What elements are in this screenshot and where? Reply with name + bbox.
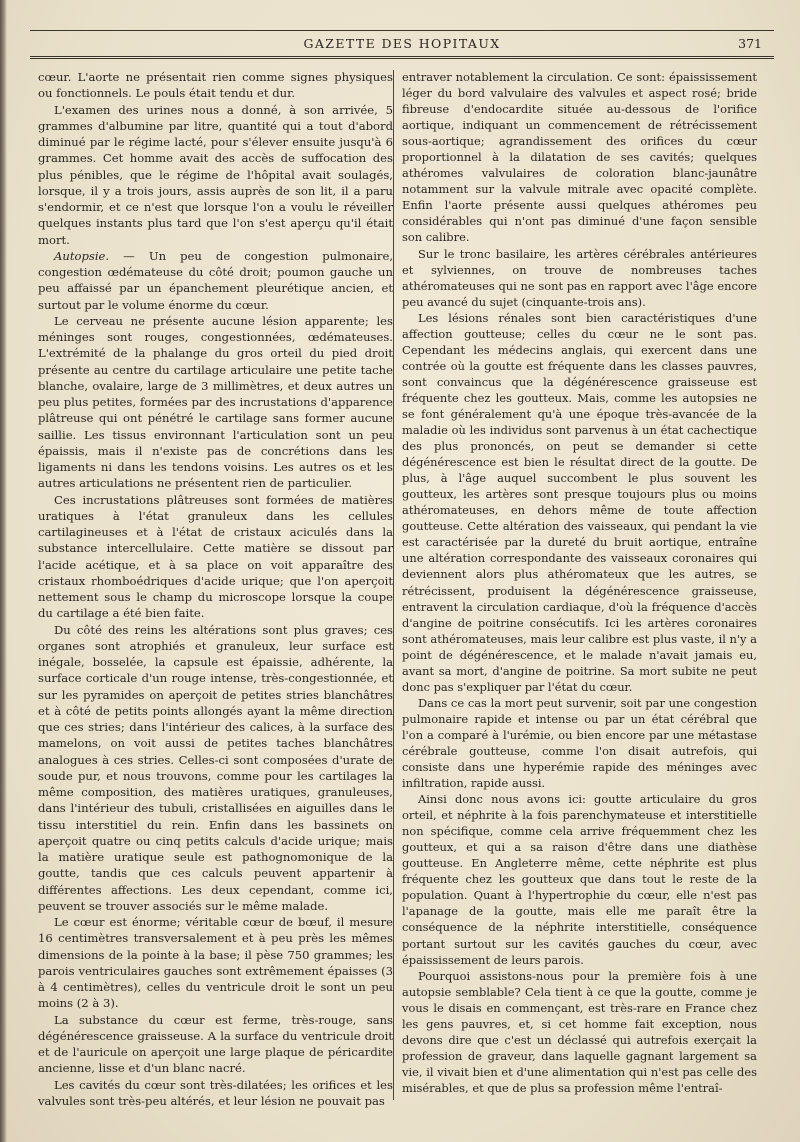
column-divider	[393, 70, 394, 1100]
paragraph: Ainsi donc nous avons ici: goutte articulaire du gros orteil, et néphrite à la fois parenchymateuse et interstitielle non spécifique, comme cela arrive fréquemment chez les goutteux, et qui a sa raison d'être dans une diathèse goutteuse. En Angleterre même, cette néphrite est plus fréquente chez les goutteux que dans tout le reste de la population. Quant à l'hypertrophie du cœur, elle n'est pas l'apanage de la goutte, mais elle me paraît être la conséquence de la néphrite interstitielle, conséquence portant surtout sur les cavités gauches du cœur, avec épaississement de leurs parois.	[402, 792, 757, 967]
binding-shadow	[0, 0, 7, 1142]
paragraph: Sur le tronc basilaire, les artères cérébrales antérieures et sylviennes, on trouve de nombreuses taches athéromateuses qui ne sont pas en rapport avec l'âge encore peu avancé du sujet (cinquante-trois ans).	[402, 246, 757, 309]
paragraph: L'examen des urines nous a donné, à son arrivée, 5 grammes d'albumine par litre, quantité qui a tout d'abord diminué par le régime lacté, pour s'élever ensuite jusqu'à 6 grammes. Cet homme avait des accès de suffocation des plus pénibles, que le régime de l'hôpital avait soulagés, lorsque, il y a trois jours, assis auprès de son lit, il a paru s'endormir, et ce n'est que lorsque l'on a voulu le réveiller quelques instants plus tard que l'on s'est aperçu qu'il était mort.	[38, 102, 393, 247]
running-title: GAZETTE DES HOPITAUX	[303, 36, 501, 51]
autopsie-label: Autopsie. —	[54, 248, 135, 263]
paragraph-autopsie	[38, 248, 393, 313]
header-rule-top	[30, 30, 774, 31]
paragraph: Les cavités du cœur sont très-dilatées; les orifices et les valvules sont très-peu altérés, et leur lésion ne pouvait pas	[38, 1077, 393, 1108]
paragraph: cœur. L'aorte ne présentait rien comme signes physiques ou fonctionnels. Le pouls était tendu et dur.	[38, 70, 393, 101]
header-rule-bottom	[30, 56, 774, 59]
paragraph: Dans ce cas la mort peut survenir, soit par une congestion pulmonaire rapide et intense ou par un état cérébral que l'on a comparé à l'urémie, ou bien encore par une métastase cérébrale goutteuse, comme l'on disait autrefois, qui consiste dans une hyperémie rapide des méninges avec infiltration, rapide aussi.	[402, 695, 757, 791]
paragraph: Du côté des reins les altérations sont plus graves; ces organes sont atrophiés et granuleux, leur surface est inégale, bosselée, la capsule est épaissie, adhérente, la surface corticale d'un rouge intense, très-congestionnée, et sur les pyramides on aperçoit de petites stries blanchâtres et à côté de petits points allongés ayant la même direction que ces stries; dans l'intérieur des calices, à la surface des mamelons, on voit aussi de petites taches blanchâtres analogues à ces stries. Celles-ci sont composées d'urate de soude pur, et nous trouvons, comme pour les cartilages la même composition, des matières uratiques, granuleuses, dans l'intérieur des tubuli, cristallisées en aiguilles dans le tissu interstitiel du rein. Enfin dans les bassinets on aperçoit quatre ou cinq petits calculs d'acide urique; mais la matière uratique seule est pathognomonique de la goutte, tandis que ces calculs peuvent appartenir à différentes affections. Les deux cependant, comme ici, peuvent se trouver associés sur le même malade.	[38, 622, 393, 913]
page-number: 371	[738, 36, 762, 51]
paragraph: Les lésions rénales sont bien caractéristiques d'une affection goutteuse; celles du cœur ne le sont pas. Cependant les médecins anglais, qui exercent dans une contrée où la goutte est fréquente dans les classes pauvres, sont convaincus que la dégénérescence graisseuse est fréquente chez les goutteux. Mais, comme les autopsies ne se font généralement qu'à une époque très-avancée de la maladie où les individus sont parvenus à un état cachectique des plus prononcés, on peut se demander si cette dégénérescence est bien le résultat direct de la goutte. De plus, à l'âge auquel succombent le plus souvent les goutteux, les artères sont presque toujours plus ou moins athéromateuses, en dehors même de toute affection goutteuse. Cette altération des vaisseaux, qui pendant la vie est caractérisée par la dureté du bruit aortique, entraîne une altération correspondante des vaisseaux coronaires qui deviennent alors plus athéromateux que les autres, se rétrécissent, produisent la dégénérescence graisseuse, entravent la circulation cardiaque, d'où la fréquence d'accès d'angine de poitrine consécutifs. Ici les artères coronaires sont athéromateuses, mais leur calibre est plus vaste, il n'y a point de dégénérescence, et le malade n'avait jamais eu, avant sa mort, d'angine de poitrine. Sa mort subite ne peut donc pas s'expliquer par l'état du cœur.	[402, 310, 757, 694]
paragraph-text: Un peu de congestion pulmonaire, congestion œdémateuse du côté droit; poumon gauche un peu affaissé par un épanchement pleurétique ancien, et surtout par le volume énorme du cœur.	[38, 248, 394, 312]
paragraph: La substance du cœur est ferme, très-rouge, sans dégénérescence graisseuse. A la surface du ventricule droit et de l'auricule on aperçoit une large plaque de péricardite ancienne, lisse et d'un blanc nacré.	[38, 1012, 393, 1076]
page-header	[30, 30, 774, 60]
paragraph: Pourquoi assistons-nous pour la première fois à une autopsie semblable? Cela tient à ce que la goutte, comme je vous le disais en commençant, est très-rare en France chez les gens pauvres, et, si cet homme fait exception, nous devons dire que c'est un déclassé qui autrefois exerçait la profession de graveur, dans laquelle gagnant largement sa vie, il vivait bien et d'une alimentation qui n'est pas celle des misérables, et que de plus sa profession même l'entraî-	[402, 968, 757, 1095]
paragraph: Le cerveau ne présente aucune lésion apparente; les méninges sont rouges, congestionnées, œdémateuses. L'extrémité de la phalange du gros orteil du pied droit présente au centre du cartilage articulaire une petite tache blanche, ovalaire, large de 3 millimètres, et deux autres un peu plus petites, formées par des incrustations d'apparence plâtreuse qui ont pénétré le cartilage sans former aucune saillie. Les tissus environnant l'articulation sont un peu épaissis, mais il n'existe pas de concrétions dans les ligaments ni dans les tendons voisins. Les autres os et les autres articulations ne présentent rien de particulier.	[38, 313, 393, 491]
left-column	[38, 69, 393, 1109]
paragraph: Ces incrustations plâtreuses sont formées de matières uratiques à l'état granuleux dans les cellules cartilagineuses et à l'état de cristaux aciculés dans la substance intercellulaire. Cette matière se dissout par l'acide acétique, et à sa place on voit apparaître des cristaux rhomboédriques d'acide urique; que l'on aperçoit nettement sous le champ du microscope lorsque la coupe du cartilage a été bien faite.	[38, 492, 393, 621]
paragraph: entraver notablement la circulation. Ce sont: épaississement léger du bord valvulaire des valvules et aspect rosé; bride fibreuse d'endocardite située au-dessous de l'orifice aortique, indiquant un commencement de rétrécissement sous-aortique; agrandissement des orifices du cœur proportionnel à la dilatation de ses cavités; quelques athéromes valvulaires de coloration blanc-jaunâtre notamment sur la valvule mitrale avec opacité complète. Enfin l'aorte présente aussi quelques athéromes peu considérables qui n'ont pas diminué d'une façon sensible son calibre.	[402, 70, 757, 245]
paragraph: Le cœur est énorme; véritable cœur de bœuf, il mesure 16 centimètres transversalement et à peu près les mêmes dimensions de la pointe à la base; il pèse 750 grammes; les parois ventriculaires gauches sont extrêmement épaisses (3 à 4 centimètres), celles du ventricule droit le sont un peu moins (2 à 3).	[38, 915, 393, 1011]
right-column	[402, 69, 757, 1096]
